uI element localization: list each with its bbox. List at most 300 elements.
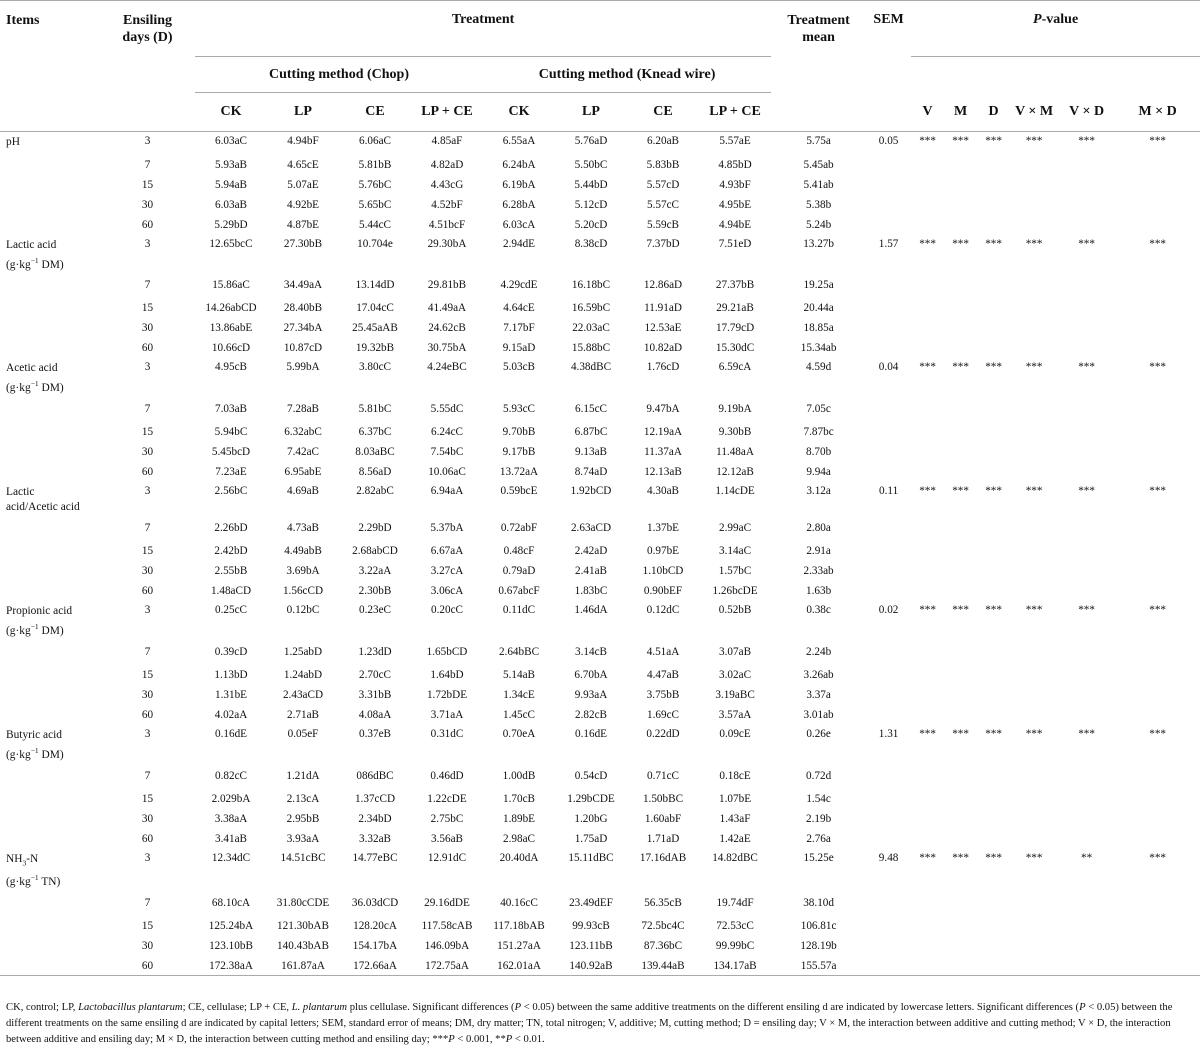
row-label-text: Butyric acid	[6, 728, 62, 741]
pvalue-significance	[911, 318, 944, 338]
treatment-value: 6.20aB	[646, 135, 679, 147]
pvalue-significance	[944, 705, 977, 725]
treatment-value: 0.23eC	[358, 604, 391, 617]
pvalue-significance: ***	[952, 485, 969, 498]
pvalue-significance	[911, 215, 944, 235]
pvalue-significance: ***	[985, 727, 1002, 740]
pvalue-significance	[944, 541, 977, 561]
treatment-value: 5.12cD	[574, 198, 608, 211]
treatment-value: 1.23dD	[358, 645, 392, 658]
row-label-text: (g·kg	[6, 748, 31, 761]
ensiling-day: 15	[141, 919, 154, 932]
table-row	[0, 482, 1200, 515]
pvalue-significance	[1058, 936, 1115, 956]
pvalue-significance	[1058, 916, 1115, 936]
treatment-value: 5.57cC	[646, 198, 679, 211]
pvalue-significance	[944, 462, 977, 482]
pvalue-significance	[1115, 581, 1200, 601]
col-header-treatment-name: CK	[220, 104, 242, 119]
row-label-text: (g·kg	[6, 875, 31, 888]
table-row	[0, 829, 1200, 849]
treatment-value: 14.82dBC	[712, 851, 758, 864]
treatment-value: 27.30bB	[283, 237, 323, 250]
treatment-value: 14.51cBC	[280, 851, 326, 864]
sem-value: 9.48	[878, 851, 899, 864]
col-header-items: Items	[6, 13, 40, 28]
treatment-value: 7.28aB	[286, 403, 319, 416]
pvalue-significance	[1010, 581, 1058, 601]
pvalue-significance	[1115, 442, 1200, 462]
treatment-value: 2.55bB	[214, 565, 248, 578]
table-row	[0, 195, 1200, 215]
pvalue-significance	[1115, 515, 1200, 541]
treatment-value: 14.26abCD	[205, 302, 257, 315]
pvalue-significance	[1058, 956, 1115, 976]
treatment-value: 5.57aE	[719, 135, 751, 147]
treatment-value: 151.27aA	[497, 939, 541, 952]
treatment-value: 4.30aB	[646, 485, 679, 498]
treatment-value: 29.30bA	[427, 237, 467, 250]
footnote-text: P	[1079, 1002, 1086, 1013]
treatment-value: 19.32bB	[355, 342, 395, 355]
treatment-value: 123.11bB	[569, 939, 613, 952]
treatment-mean: 5.75a	[806, 135, 831, 147]
pvalue-significance	[977, 541, 1010, 561]
sem-value	[866, 561, 911, 581]
treatment-value: 3.07aB	[719, 645, 752, 658]
pvalue-significance	[977, 936, 1010, 956]
pvalue-significance	[944, 422, 977, 442]
table-row	[0, 338, 1200, 358]
treatment-value: 4.24eBC	[427, 361, 467, 374]
treatment-value: 17.04cC	[356, 302, 394, 315]
pvalue-significance	[1058, 272, 1115, 298]
treatment-value: 1.83bC	[574, 585, 608, 598]
treatment-value: 99.93cB	[572, 919, 610, 932]
pvalue-significance: ***	[1025, 727, 1043, 740]
treatment-value: 1.21dA	[286, 769, 320, 782]
pvalue-significance	[977, 195, 1010, 215]
pvalue-significance: ***	[919, 361, 936, 374]
treatment-value: 162.01aA	[483, 956, 555, 976]
sem-value	[866, 272, 911, 298]
treatment-value: 1.24abD	[283, 668, 323, 681]
treatment-mean: 5.41ab	[803, 178, 834, 191]
treatment-value: 12.65bcC	[209, 237, 253, 250]
treatment-value: 29.81bB	[427, 279, 467, 292]
treatment-value: 0.72abF	[500, 522, 538, 535]
ensiling-day: 7	[144, 896, 151, 909]
row-label-text: −1	[30, 255, 39, 265]
pvalue-significance	[1058, 338, 1115, 358]
pvalue-significance	[1115, 561, 1200, 581]
treatment-value: 5.50bC	[574, 158, 608, 171]
treatment-value: 25.45aAB	[352, 322, 398, 335]
sem-value	[866, 298, 911, 318]
pvalue-significance: ***	[1149, 485, 1166, 498]
header-text: Treatment	[787, 13, 850, 28]
treatment-value: 0.12bC	[286, 604, 320, 617]
pvalue-significance	[911, 789, 944, 809]
pvalue-significance: ***	[1149, 727, 1166, 740]
treatment-value: 68.10cA	[211, 896, 251, 909]
pvalue-significance	[911, 763, 944, 789]
treatment-value: 7.23aE	[215, 466, 247, 479]
treatment-value: 117.58cAB	[421, 919, 473, 932]
pvalue-significance	[1010, 789, 1058, 809]
pvalue-significance	[944, 561, 977, 581]
pvalue-significance	[977, 338, 1010, 358]
pvalue-significance: ***	[1149, 237, 1166, 250]
treatment-value: 125.24bA	[208, 919, 254, 932]
treatment-value: 161.87aA	[267, 956, 339, 976]
treatment-value: 6.32abC	[284, 426, 322, 439]
treatment-value: 3.38aA	[214, 812, 248, 825]
ensiling-day: 30	[141, 322, 154, 335]
table-row	[0, 442, 1200, 462]
pvalue-significance	[1115, 789, 1200, 809]
treatment-value: 10.87cD	[283, 342, 323, 355]
pvalue-significance	[977, 396, 1010, 422]
treatment-value: 72.53cC	[716, 919, 754, 932]
treatment-value: 72.5bc4C	[641, 919, 685, 932]
treatment-value: 3.57aA	[718, 708, 752, 721]
treatment-value: 6.19bA	[502, 178, 536, 191]
treatment-value: 0.70eA	[502, 727, 536, 740]
treatment-value: 8.03aBC	[355, 446, 395, 459]
treatment-value: 3.75bB	[646, 688, 680, 701]
footnote-text: P	[448, 1034, 455, 1045]
pvalue-significance	[1115, 763, 1200, 789]
treatment-value: 2.029bA	[211, 792, 251, 805]
treatment-value: 31.80cCDE	[276, 896, 330, 909]
sem-value	[866, 215, 911, 235]
pvalue-significance	[1058, 829, 1115, 849]
pvalue-significance	[1010, 705, 1058, 725]
treatment-value: 0.48cF	[503, 545, 535, 558]
treatment-value: 2.82cB	[574, 708, 607, 721]
pvalue-significance: ***	[1025, 361, 1043, 374]
treatment-value: 9.70bB	[502, 426, 536, 439]
pvalue-significance	[911, 175, 944, 195]
treatment-value: 140.92aB	[555, 956, 627, 976]
treatment-value: 6.24bA	[502, 158, 536, 171]
treatment-value: 1.89bE	[502, 812, 535, 825]
treatment-value: 4.85aF	[431, 135, 463, 147]
pvalue-significance	[944, 272, 977, 298]
ensiling-day: 3	[144, 851, 151, 864]
treatment-mean: 15.25e	[803, 851, 834, 864]
pvalue-significance	[1010, 442, 1058, 462]
treatment-value: 2.94dE	[502, 237, 535, 250]
table-row	[0, 890, 1200, 916]
pvalue-significance: ***	[985, 485, 1002, 498]
treatment-value: 3.56aB	[430, 832, 463, 845]
treatment-value: 10.82aD	[643, 342, 683, 355]
pvalue-significance: ***	[919, 485, 936, 498]
pvalue-significance	[1058, 809, 1115, 829]
treatment-value: 9.13aB	[574, 446, 607, 459]
treatment-mean: 106.81c	[800, 919, 837, 932]
treatment-mean: 2.33ab	[803, 565, 834, 578]
treatment-value: 1.72bDE	[426, 688, 468, 701]
treatment-value: 0.71cC	[646, 769, 679, 782]
treatment-value: 14.77eBC	[352, 851, 398, 864]
ensiling-day: 30	[141, 198, 154, 211]
pvalue-significance: ***	[1025, 135, 1043, 147]
treatment-value: 4.43cG	[430, 178, 464, 191]
pvalue-significance	[911, 581, 944, 601]
table-row	[0, 665, 1200, 685]
footnote-text: plus cellulase. Significant differences (	[347, 1002, 515, 1013]
col-header-pvalue-term: M	[953, 103, 968, 119]
row-label-text: −1	[30, 622, 39, 632]
treatment-value: 19.74dF	[716, 896, 754, 909]
treatment-value: 1.50bBC	[642, 792, 684, 805]
pvalue-significance: ***	[952, 361, 969, 374]
pvalue-significance	[911, 705, 944, 725]
ensiling-day: 15	[141, 178, 154, 191]
treatment-value: 0.18cE	[719, 769, 751, 782]
treatment-mean: 9.94a	[806, 466, 831, 479]
treatment-mean: 20.44a	[803, 302, 834, 315]
treatment-value: 128.20cA	[353, 919, 397, 932]
row-label-text: -N	[26, 852, 39, 865]
treatment-value: 15.11dBC	[568, 851, 614, 864]
header-text: Ensiling	[122, 13, 173, 28]
pvalue-significance: ***	[919, 135, 936, 147]
treatment-value: 23.49dEF	[569, 896, 613, 909]
treatment-value: 5.29bD	[214, 218, 248, 231]
sem-value	[866, 829, 911, 849]
treatment-value: 34.49aA	[283, 279, 323, 292]
pvalue-significance: ***	[1149, 604, 1166, 617]
treatment-value: 10.704e	[357, 237, 393, 250]
table-footnote	[6, 1000, 1196, 1048]
treatment-value: 1.34cE	[503, 688, 535, 701]
pvalue-significance	[944, 318, 977, 338]
pvalue-significance	[911, 829, 944, 849]
treatment-value: 5.94aB	[214, 178, 247, 191]
treatment-value: 2.30bB	[358, 585, 392, 598]
treatment-value: 5.14aB	[502, 668, 535, 681]
ensiling-day: 7	[144, 522, 151, 535]
table-row	[0, 725, 1200, 763]
treatment-value: 2.99aC	[719, 522, 752, 535]
ensiling-day: 30	[141, 565, 154, 578]
pvalue-significance	[1010, 685, 1058, 705]
table-row	[0, 705, 1200, 725]
treatment-value: 123.10bB	[209, 939, 253, 952]
pvalue-significance	[911, 916, 944, 936]
treatment-value: 1.65bCD	[426, 645, 468, 658]
row-label-text: Acetic acid	[6, 362, 58, 375]
table-row	[0, 849, 1200, 890]
row-label-text: DM)	[38, 748, 64, 761]
treatment-value: 7.37bD	[646, 237, 680, 250]
treatment-value: 1.43aF	[719, 812, 751, 825]
treatment-value: 13.14dD	[355, 279, 395, 292]
sem-value	[866, 936, 911, 956]
sem-value	[866, 175, 911, 195]
treatment-value: 1.48aCD	[210, 585, 252, 598]
treatment-value: 1.37bE	[646, 522, 679, 535]
treatment-value: 3.80cC	[358, 361, 391, 374]
treatment-value: 2.68abCD	[352, 545, 398, 558]
ensiling-day: 15	[141, 668, 154, 681]
treatment-value: 3.19aBC	[715, 688, 755, 701]
treatment-value: 0.46dD	[430, 769, 464, 782]
treatment-value: 6.06aC	[358, 135, 391, 147]
treatment-value: 172.75aA	[411, 956, 483, 976]
treatment-value: 5.81bC	[358, 403, 392, 416]
table-row	[0, 175, 1200, 195]
ensiling-day: 7	[144, 403, 151, 416]
treatment-value: 1.70cB	[502, 792, 535, 805]
pvalue-significance	[944, 215, 977, 235]
pvalue-significance	[944, 829, 977, 849]
treatment-value: 9.30bB	[718, 426, 752, 439]
table-row	[0, 298, 1200, 318]
treatment-value: 2.64bBC	[498, 645, 540, 658]
pvalue-significance	[944, 298, 977, 318]
row-label	[0, 358, 100, 396]
pvalue-significance	[977, 462, 1010, 482]
treatment-value: 0.82cC	[214, 769, 247, 782]
row-label-text: pH	[6, 136, 20, 148]
pvalue-significance	[911, 155, 944, 175]
pvalue-significance	[977, 829, 1010, 849]
treatment-value: 6.55aA	[502, 135, 536, 147]
ensiling-day: 30	[141, 688, 154, 701]
treatment-value: 5.59cB	[646, 218, 679, 231]
treatment-value: 5.81bB	[358, 158, 392, 171]
pvalue-significance	[1115, 396, 1200, 422]
pvalue-significance	[1115, 318, 1200, 338]
table-row	[0, 916, 1200, 936]
pvalue-significance	[1010, 175, 1058, 195]
sem-value	[866, 956, 911, 976]
table-row	[0, 358, 1200, 396]
pvalue-significance	[911, 442, 944, 462]
pvalue-significance: ***	[1025, 604, 1043, 617]
treatment-value: 15.30dC	[715, 342, 755, 355]
ensiling-day: 3	[144, 237, 151, 250]
treatment-mean: 128.19b	[800, 939, 837, 952]
treatment-value: 6.28bA	[502, 198, 536, 211]
treatment-value: 4.94bE	[719, 218, 752, 231]
pvalue-significance	[1010, 272, 1058, 298]
pvalue-significance	[1115, 175, 1200, 195]
table-row	[0, 809, 1200, 829]
ensiling-day: 60	[141, 466, 154, 479]
pvalue-significance	[1115, 705, 1200, 725]
pvalue-significance	[944, 515, 977, 541]
sem-value: 0.11	[879, 485, 899, 498]
pvalue-significance: ***	[952, 135, 969, 147]
ensiling-day: 7	[144, 645, 151, 658]
pvalue-significance	[1058, 462, 1115, 482]
treatment-value: 2.71aB	[286, 708, 319, 721]
treatment-value: 16.18bC	[571, 279, 611, 292]
pvalue-significance	[944, 639, 977, 665]
treatment-value: 3.27cA	[430, 565, 464, 578]
sem-value	[866, 442, 911, 462]
treatment-value: 0.67abcF	[498, 585, 540, 598]
treatment-mean: 2.91a	[806, 545, 831, 558]
treatment-value: 3.71aA	[430, 708, 464, 721]
pvalue-significance	[1058, 195, 1115, 215]
pvalue-significance: ***	[1025, 485, 1043, 498]
pvalue-significance: ***	[1078, 485, 1095, 498]
pvalue-significance	[944, 890, 977, 916]
treatment-value: 27.34bA	[283, 322, 323, 335]
table-header	[0, 1, 1200, 132]
pvalue-significance	[977, 956, 1010, 976]
sem-value	[866, 155, 911, 175]
pvalue-significance: **	[1081, 851, 1093, 864]
pvalue-significance: ***	[985, 604, 1002, 617]
treatment-value: 172.66aA	[339, 956, 411, 976]
treatment-value: 5.44bD	[574, 178, 608, 191]
header-text: P	[1033, 12, 1042, 27]
treatment-value: 5.55dC	[430, 403, 464, 416]
pvalue-significance	[1115, 338, 1200, 358]
footnote-text: CK, control; LP,	[6, 1002, 79, 1013]
pvalue-significance	[1010, 215, 1058, 235]
sem-value	[866, 195, 911, 215]
row-label	[0, 725, 100, 763]
sem-value	[866, 705, 911, 725]
table-row	[0, 422, 1200, 442]
treatment-value: 4.65cE	[287, 158, 319, 171]
sem-value	[866, 685, 911, 705]
pvalue-significance	[1115, 936, 1200, 956]
table-row	[0, 132, 1200, 155]
pvalue-significance: ***	[1078, 361, 1095, 374]
pvalue-significance	[1010, 639, 1058, 665]
treatment-value: 0.09cE	[719, 727, 751, 740]
ensiling-day: 3	[144, 485, 151, 498]
pvalue-significance	[911, 541, 944, 561]
pvalue-significance	[977, 318, 1010, 338]
row-label-text: −1	[30, 745, 39, 755]
col-header-treatment-name: CE	[365, 104, 385, 119]
pvalue-significance	[1115, 272, 1200, 298]
treatment-value: 6.24cC	[430, 426, 463, 439]
pvalue-significance	[977, 272, 1010, 298]
pvalue-significance	[1058, 318, 1115, 338]
treatment-value: 10.66cD	[211, 342, 251, 355]
treatment-value: 6.03aC	[214, 135, 247, 147]
pvalue-significance	[1010, 298, 1058, 318]
pvalue-significance	[1058, 422, 1115, 442]
treatment-value: 4.51aA	[646, 645, 680, 658]
treatment-value: 5.76aD	[574, 135, 608, 147]
pvalue-significance: ***	[1149, 135, 1166, 147]
pvalue-significance	[944, 809, 977, 829]
pvalue-significance	[944, 175, 977, 195]
pvalue-significance	[977, 581, 1010, 601]
sem-value: 1.57	[878, 237, 899, 250]
ensiling-day: 60	[141, 832, 154, 845]
pvalue-significance	[1115, 462, 1200, 482]
treatment-value: 6.87bC	[574, 426, 608, 439]
row-label-text: DM)	[38, 258, 64, 271]
treatment-value: 5.76bC	[358, 178, 392, 191]
treatment-value: 1.76cD	[646, 361, 680, 374]
row-label	[0, 132, 100, 155]
